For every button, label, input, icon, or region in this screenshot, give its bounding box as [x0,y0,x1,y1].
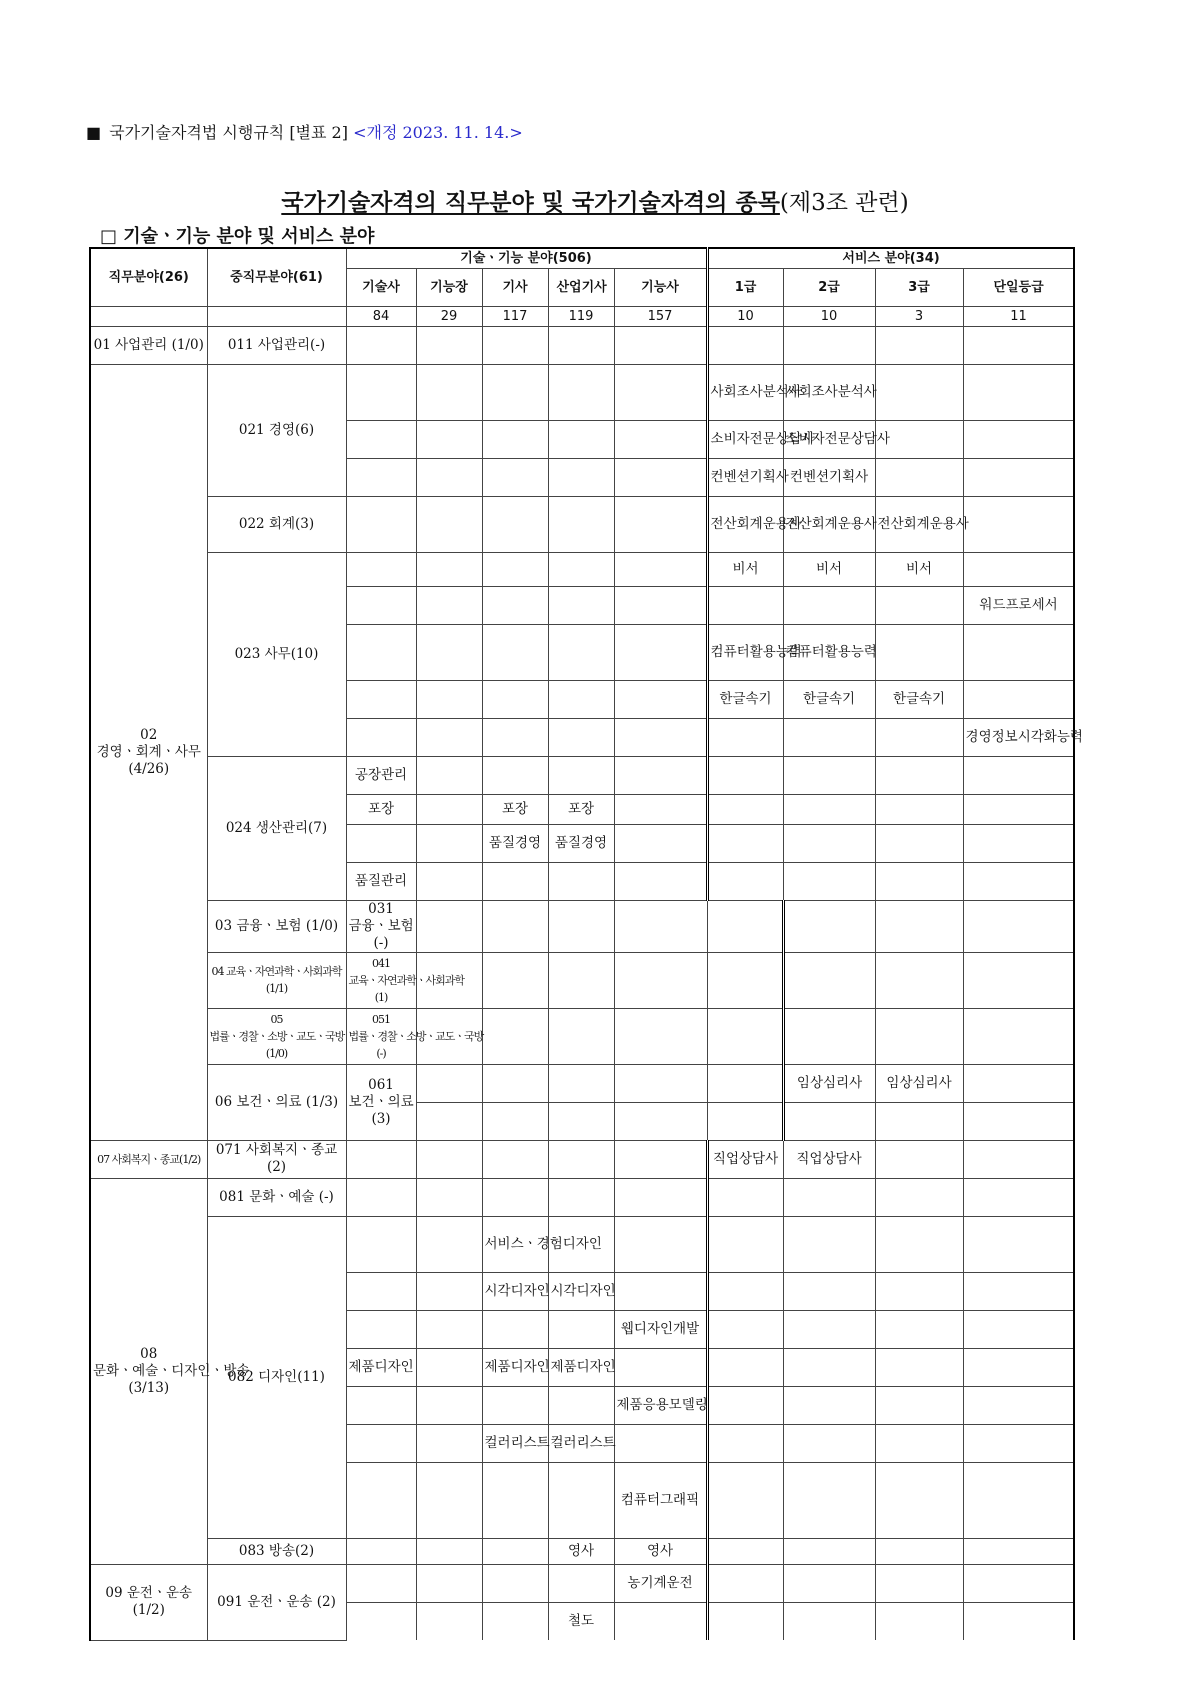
count-cell: 10 [707,306,783,326]
cert-cell: 컨벤션기획사 [783,458,875,496]
qualification-table [89,247,1083,1641]
sub-field-041: 041 교육ㆍ자연과학ㆍ사회과학(1) [346,952,416,1008]
cert-cell: 사회조사분석사 [783,364,875,420]
cert-cell: 직업상담사 [783,1140,875,1178]
cert-cell: 비서 [707,552,783,586]
job-field-06: 06 보건ㆍ의료 (1/3) [207,1064,346,1140]
cert-cell: 시각디자인 [548,1272,614,1310]
title-suffix: (제3조 관련) [779,190,909,216]
count-cell: 3 [875,306,963,326]
title-main: 국가기술자격의 직무분야 및 국가기술자격의 종목 [281,190,780,216]
cert-cell: 제품응용모델링 [614,1386,707,1424]
sub-field-051: 051 법률ㆍ경찰ㆍ소방ㆍ교도ㆍ국방(-) [346,1008,416,1064]
cert-cell: 직업상담사 [707,1140,783,1178]
cert-cell: 경영정보시각화능력 [963,718,1074,756]
cert-cell: 품질경영 [548,824,614,862]
cert-cell: 컬러리스트 [482,1424,548,1462]
cert-cell: 품질경영 [482,824,548,862]
grade-header: 산업기사 [548,268,614,306]
job-field-02: 02 경영ㆍ회계ㆍ사무 (4/26) [90,364,207,1140]
grade-header: 기술사 [346,268,416,306]
grade-header: 3급 [875,268,963,306]
subtitle-text: 기술ㆍ기능 분야 및 서비스 분야 [123,226,375,247]
sub-field-024: 024 생산관리(7) [207,756,346,900]
cert-cell: 서비스ㆍ경험디자인 [482,1216,548,1272]
cert-cell: 공장관리 [346,756,416,794]
cert-cell: 사회조사분석사 [707,364,783,420]
grade-header: 1급 [707,268,783,306]
cert-cell: 컬러리스트 [548,1424,614,1462]
sub-field-083: 083 방송(2) [207,1538,346,1564]
count-cell: 10 [783,306,875,326]
job-field-07: 07 사회복지ㆍ종교(1/2) [90,1140,207,1178]
sub-field-091: 091 운전ㆍ운송 (2) [207,1564,346,1640]
page-title [0,184,1190,217]
cert-cell: 컴퓨터그래픽 [614,1462,707,1538]
job-field-01: 01 사업관리 (1/0) [90,326,207,364]
cert-cell: 임상심리사 [875,1064,963,1102]
square-bullet-icon: ■ [86,123,102,142]
cert-cell: 품질관리 [346,862,416,900]
grade-header: 기능장 [416,268,482,306]
cert-cell: 제품디자인 [346,1348,416,1386]
job-field-05: 05 법률ㆍ경찰ㆍ소방ㆍ교도ㆍ국방(1/0) [207,1008,346,1064]
count-cell: 119 [548,306,614,326]
checkbox-square-icon: □ [100,226,118,247]
law-reference: 국가기술자격법 시행규칙 [별표 2] [109,123,348,142]
job-field-09: 09 운전ㆍ운송 (1/2) [90,1564,207,1640]
cert-cell: 웹디자인개발 [614,1310,707,1348]
grade-header: 단일등급 [963,268,1074,306]
sub-field-071: 071 사회복지ㆍ종교(2) [207,1140,346,1178]
cert-cell: 소비자전문상담사 [707,420,783,458]
col-sub-field: 중직무분야(61) [207,248,346,306]
sub-field-082: 082 디자인(11) [207,1216,346,1538]
sub-field-022: 022 회계(3) [207,496,346,552]
sub-field-021: 021 경영(6) [207,364,346,496]
cert-cell: 임상심리사 [783,1064,875,1102]
group-service: 서비스 분야(34) [707,248,1074,268]
cert-cell: 전산회계운용사 [783,496,875,552]
cert-cell: 농기계운전 [614,1564,707,1602]
grade-header: 2급 [783,268,875,306]
cert-cell: 영사 [614,1538,707,1564]
cert-cell: 제품디자인 [482,1348,548,1386]
cert-cell: 포장 [482,794,548,824]
document-header [86,120,523,143]
col-job-field: 직무분야(26) [90,248,207,306]
job-field-08: 08 문화ㆍ예술ㆍ디자인ㆍ방송(3/13) [90,1178,207,1564]
count-cell: 84 [346,306,416,326]
cert-cell: 영사 [548,1538,614,1564]
cert-cell: 전산회계운용사 [707,496,783,552]
cert-cell: 한글속기 [875,680,963,718]
cert-cell: 비서 [783,552,875,586]
count-cell: 157 [614,306,707,326]
cert-cell: 소비자전문상담사 [783,420,875,458]
revision-date: <개정 2023. 11. 14.> [353,123,523,142]
sub-field-061: 061 보건ㆍ의료 (3) [346,1064,416,1140]
job-field-04: 04 교육ㆍ자연과학ㆍ사회과학(1/1) [207,952,346,1008]
cert-cell: 비서 [875,552,963,586]
sub-field-023: 023 사무(10) [207,552,346,756]
sub-field-031: 031 금융ㆍ보험(-) [346,900,416,952]
sub-field-011: 011 사업관리(-) [207,326,346,364]
sub-field-081: 081 문화ㆍ예술 (-) [207,1178,346,1216]
job-field-03: 03 금융ㆍ보험 (1/0) [207,900,346,952]
cert-cell: 포장 [346,794,416,824]
section-subtitle [100,222,374,248]
count-cell: 11 [963,306,1074,326]
cert-cell: 컨벤션기획사 [707,458,783,496]
grade-header: 기능사 [614,268,707,306]
cert-cell: 한글속기 [707,680,783,718]
count-cell: 29 [416,306,482,326]
cert-cell: 포장 [548,794,614,824]
group-tech: 기술ㆍ기능 분야(506) [346,248,707,268]
cert-cell: 제품디자인 [548,1348,614,1386]
cert-cell: 철도 [548,1602,614,1640]
cert-cell: 컴퓨터활용능력 [783,624,875,680]
cert-cell: 시각디자인 [482,1272,548,1310]
cert-cell: 워드프로세서 [963,586,1074,624]
cert-cell: 컴퓨터활용능력 [707,624,783,680]
grade-header: 기사 [482,268,548,306]
cert-cell: 전산회계운용사 [875,496,963,552]
count-cell: 117 [482,306,548,326]
cert-cell: 한글속기 [783,680,875,718]
